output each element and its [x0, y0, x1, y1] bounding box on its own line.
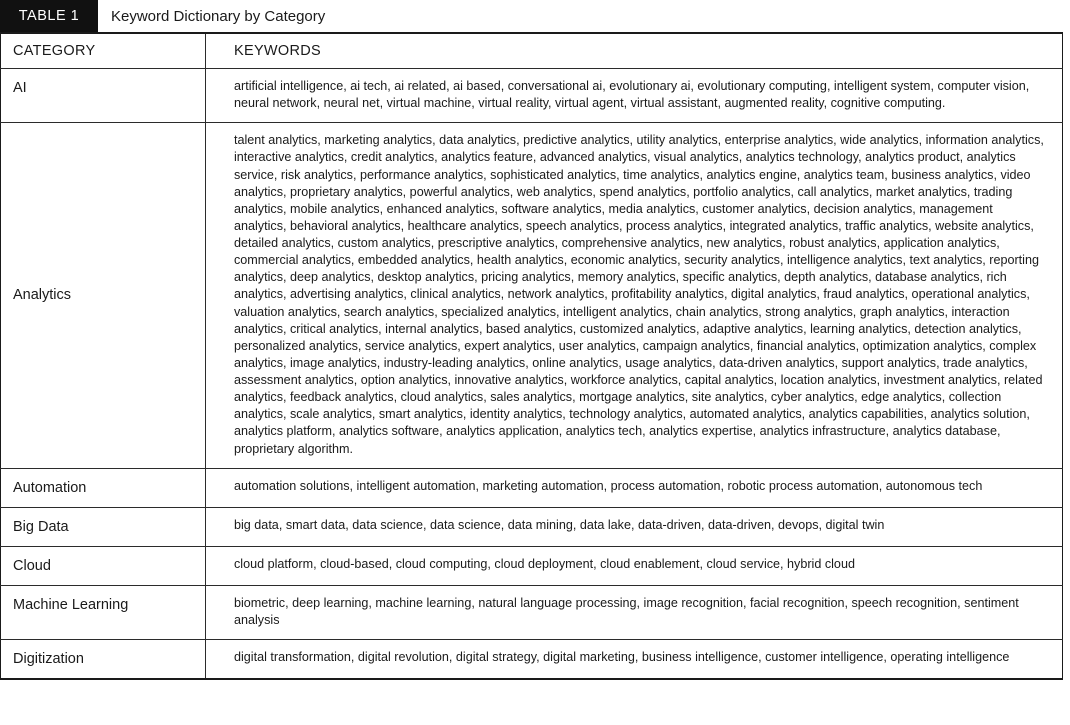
- cell-keywords: cloud platform, cloud-based, cloud computing, cloud deployment, cloud enablement, cloud service, hybrid cloud: [206, 546, 1063, 585]
- cell-category: Cloud: [1, 546, 206, 585]
- table-header: [1, 33, 1063, 69]
- cell-keywords: automation solutions, intelligent automation, marketing automation, process automation, robotic process automation, autonomous tech: [206, 468, 1063, 507]
- cell-keywords: talent analytics, marketing analytics, data analytics, predictive analytics, utility analytics, enterprise analytics, wide analytics, information analytics, interactive analytics, credit analytics, analytics feature, advanced analytics, visual analytics, analytics technology, analytics product, analytics service, risk analytics, performance analytics, sophisticated analytics, time analytics, analytics engine, analytics team, business analytics, video analytics, proprietary analytics, powerful analytics, web analytics, spend analytics, portfolio analytics, call analytics, market analytics, trading analytics, mobile analytics, enhanced analytics, software analytics, media analytics, customer analytics, decision analytics, management analytics, behavioral analytics, healthcare analytics, speech analytics, process analytics, integrated analytics, traffic analytics, website analytics, detailed analytics, custom analytics, prescriptive analytics, comprehensive analytics, new analytics, robust analytics, application analytics, commercial analytics, embedded analytics, health analytics, economic analytics, security analytics, intelligence analytics, text analytics, reporting analytics, deep analytics, desktop analytics, pricing analytics, memory analytics, specific analytics, depth analytics, database analytics, rich analytics, advertising analytics, clinical analytics, network analytics, profitability analytics, digital analytics, fraud analytics, operational analytics, valuation analytics, search analytics, specialized analytics, intelligent analytics, chain analytics, strong analytics, graph analytics, interaction analytics, critical analytics, internal analytics, based analytics, customized analytics, adaptive analytics, learning analytics, detection analytics, personalized analytics, service analytics, expert analytics, user analytics, campaign analytics, financial analytics, optimization analytics, complex analytics, image analytics, industry-leading analytics, online analytics, usage analytics, data-driven analytics, support analytics, trade analytics, assessment analytics, option analytics, innovative analytics, workforce analytics, capital analytics, location analytics, investment analytics, related analytics, feedback analytics, cloud analytics, sales analytics, mortgage analytics, site analytics, cyber analytics, edge analytics, collection analytics, scale analytics, smart analytics, identity analytics, technology analytics, automated analytics, analytics capabilities, analytics solution, analytics platform, analytics software, analytics application, analytics tech, analytics expertise, analytics infrastructure, analytics database, proprietary algorithm.: [206, 123, 1063, 468]
- cell-category: Big Data: [1, 507, 206, 546]
- cell-keywords: digital transformation, digital revolution, digital strategy, digital marketing, business intelligence, customer intelligence, operating intelligence: [234, 649, 1010, 664]
- table-title: Keyword Dictionary by Category: [111, 7, 326, 25]
- header-row: [1, 33, 1063, 69]
- cell-category: AI: [1, 69, 206, 123]
- table-body: [1, 69, 1063, 679]
- cell-keywords: big data, smart data, data science, data science, data mining, data lake, data-driven, data-driven, devops, digital twin: [206, 507, 1063, 546]
- table-row: [1, 507, 1063, 546]
- table-row: [1, 639, 1063, 679]
- table-row: [1, 585, 1063, 639]
- keyword-dictionary-table: [0, 32, 1063, 680]
- table-row: [1, 546, 1063, 585]
- cell-category: Digitization: [1, 639, 206, 679]
- cell-category: Machine Learning: [1, 585, 206, 639]
- cell-category: Analytics: [1, 123, 206, 468]
- table-row: [1, 69, 1063, 123]
- table-row: [1, 123, 1063, 468]
- cell-keywords: biometric, deep learning, machine learning, natural language processing, image recognition, facial recognition, speech recognition, sentiment analysis: [206, 585, 1063, 639]
- cell-category: Automation: [1, 468, 206, 507]
- table-caption: [0, 0, 1070, 32]
- cell-keywords: artificial intelligence, ai tech, ai related, ai based, conversational ai, evolutionary ai, evolutionary computing, intelligent system, computer vision, neural network, neural net, virtual machine, virtual reality, virtual agent, virtual assistant, augmented reality, cognitive computing.: [206, 69, 1063, 123]
- column-header-category: CATEGORY: [1, 33, 206, 69]
- table-row: [1, 468, 1063, 507]
- column-header-keywords: KEYWORDS: [206, 33, 1063, 69]
- table-number-tab: TABLE 1: [0, 0, 98, 32]
